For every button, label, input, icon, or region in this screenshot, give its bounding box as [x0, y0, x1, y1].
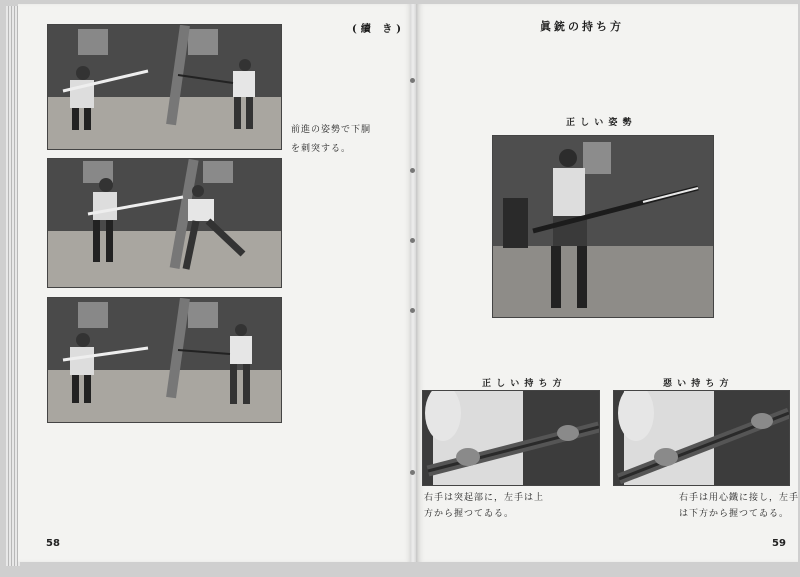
wrong-grip-title: 惡 い 持 ち 方: [663, 379, 730, 389]
left-page-number: 58: [46, 538, 60, 549]
continued-header: (續 き): [352, 24, 405, 35]
wrong-grip-photo: [613, 390, 790, 486]
binding-hole: [410, 78, 415, 83]
correct-grip-text-line-2: 方から握つてゐる。: [424, 509, 515, 519]
page-title: 眞銃の持ち方: [540, 20, 624, 33]
bayonet-drill-photo-2: [47, 158, 282, 288]
correct-grip-title: 正 し い 持 ち 方: [482, 379, 563, 389]
correct-grip-photo: [422, 390, 600, 486]
binding-hole: [410, 168, 415, 173]
wrong-grip-text-line-1: 右手は用心鐵に接し，左手: [679, 493, 800, 503]
binding-hole: [410, 470, 415, 475]
main-photo-caption: 正 し い 姿 勢: [566, 118, 633, 128]
binding-hole: [410, 238, 415, 243]
correct-posture-photo: [492, 135, 714, 318]
bayonet-drill-photo-3: [47, 297, 282, 423]
bayonet-drill-photo-1: [47, 24, 282, 150]
wrong-grip-text-line-2: は下方から握つてゐる。: [679, 509, 790, 519]
right-page-number: 59: [772, 538, 786, 549]
correct-grip-text-line-1: 右手は突起部に，左手は上: [424, 493, 545, 503]
caption-line-1: 前進の姿勢で下胴: [291, 125, 372, 135]
binding-hole: [410, 308, 415, 313]
caption-line-2: を刺突する。: [291, 144, 352, 154]
